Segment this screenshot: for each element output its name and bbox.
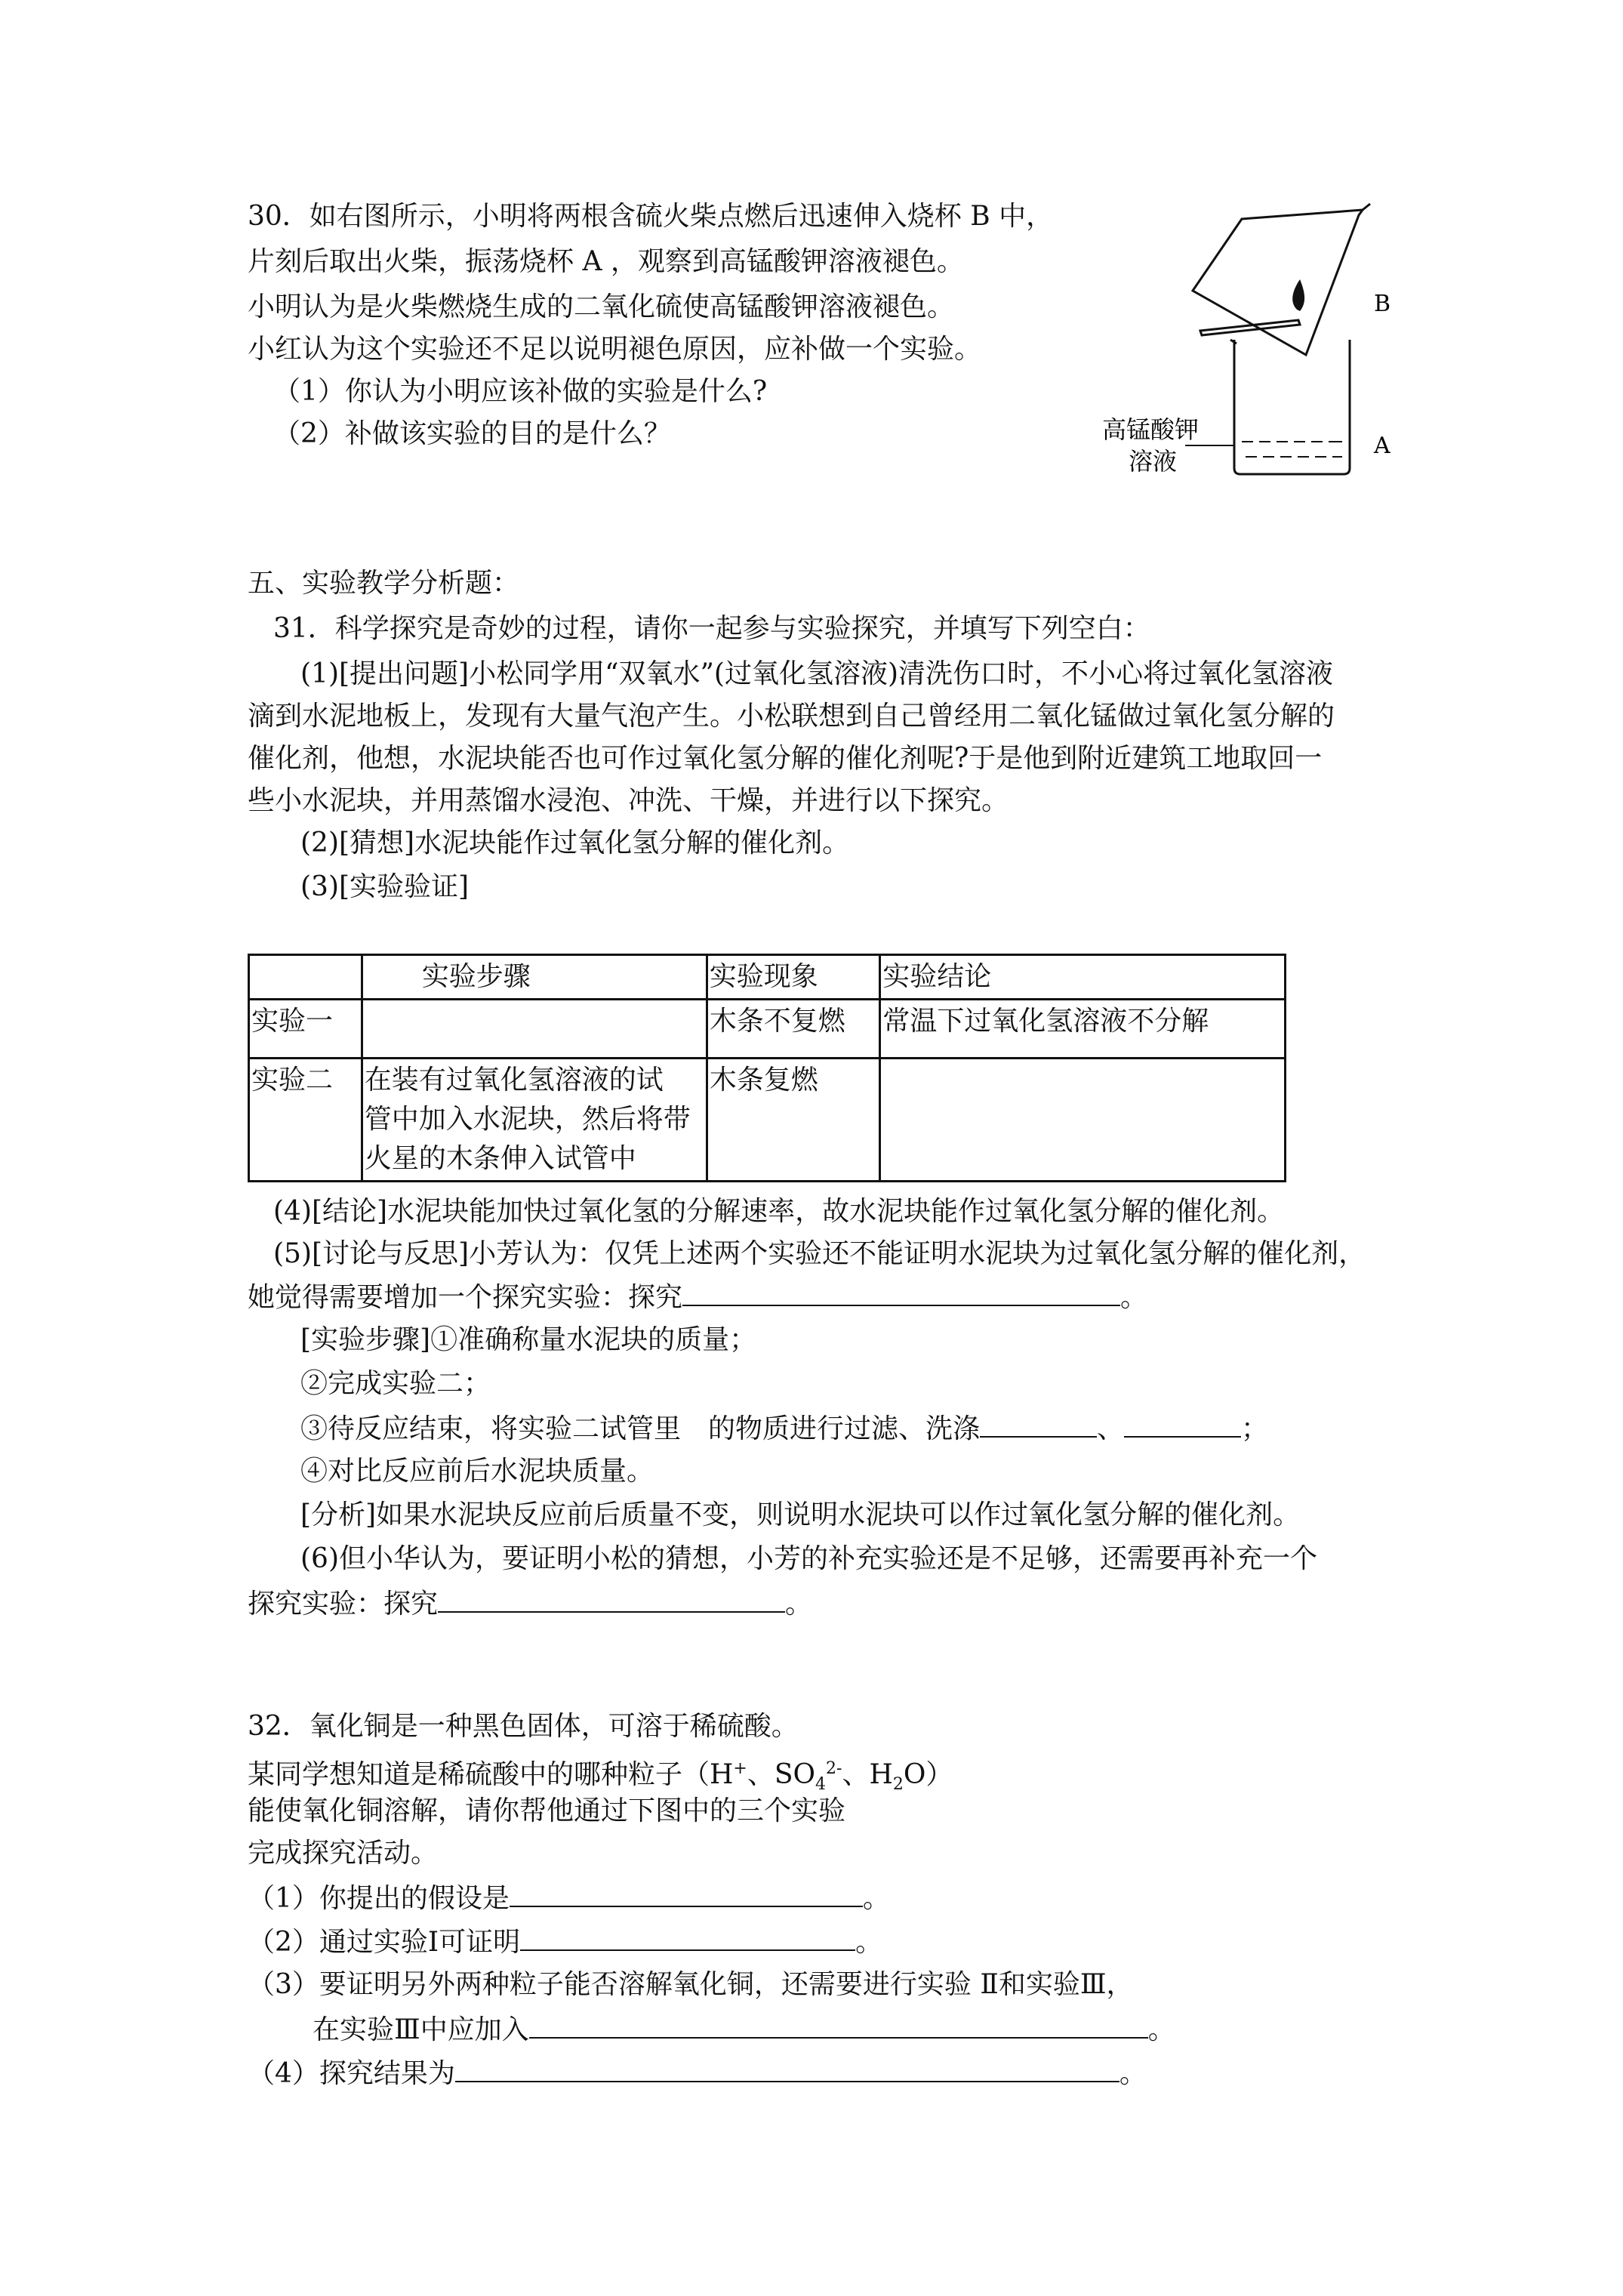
q32-line-4: 完成探究活动。 [248, 1838, 439, 1869]
q32-line-1: 32．氧化铜是一种黑色固体，可溶于稀硫酸。 [248, 1711, 799, 1742]
q31-p1-line-1: (1)[提出问题]小松同学用“双氧水”(过氧化氢溶液)清洗伤口时，不小心将过氧化氢溶液 [300, 658, 1333, 689]
flame-icon [1292, 279, 1304, 311]
beaker-a-icon [1230, 340, 1350, 474]
h-charge: + [733, 1759, 747, 1778]
so4-subscript: 4 [815, 1775, 827, 1795]
period: 。 [785, 1589, 813, 1620]
table-cell-conclusion [880, 1059, 1286, 1182]
q32-item-3-line-1: （3）要证明另外两种粒子能否溶解氧化铜，还需要进行实验 Ⅱ和实验Ⅲ， [248, 1969, 1134, 2000]
item2-prefix: （2）通过实验Ⅰ可证明 [248, 1927, 521, 1958]
q32-item-3-line-2 [313, 2010, 1175, 2049]
q32-item-1 [248, 1878, 890, 1918]
table-row [249, 1059, 1286, 1182]
q30-line-4: 小红认为这个实验还不足以说明褪色原因，应补做一个实验。 [248, 334, 982, 365]
table-cell-name: 实验一 [249, 1000, 362, 1059]
q31-step-2: ②完成实验二； [300, 1368, 491, 1399]
q31-reflection-line-1: (5)[讨论与反思]小芳认为：仅凭上述两个实验还不能证明水泥块为过氧化氢分解的催化剂， [273, 1238, 1366, 1269]
solution-surface [1242, 442, 1342, 457]
solution-label-2: 溶液 [1129, 447, 1178, 476]
q31-step-4: ④对比反应前后水泥块质量。 [300, 1456, 654, 1487]
separator: 、 [1097, 1413, 1125, 1444]
semicolon: ； [1241, 1413, 1269, 1444]
answer-blank[interactable] [510, 1878, 863, 1907]
q31-steps-title: [实验步骤]①准确称量水泥块的质量； [300, 1324, 757, 1355]
q31-conclusion: (4)[结论]水泥块能加快过氧化氢的分解速率，故水泥块能作过氧化氢分解的催化剂。 [273, 1196, 1285, 1227]
p6-prefix: 探究实验：探究 [248, 1589, 439, 1620]
table-cell-phenomenon: 木条复燃 [707, 1059, 880, 1182]
table-cell-steps [362, 1000, 707, 1059]
table-header-row [249, 955, 1286, 1000]
period: 。 [1119, 2058, 1147, 2089]
q30-line-2: 片刻后取出火柴，振荡烧杯 A ，观察到高锰酸钾溶液褪色。 [248, 246, 964, 277]
steps-line: 管中加入水泥块，然后将带 [364, 1104, 691, 1135]
item1-prefix: （1）你提出的假设是 [248, 1883, 510, 1914]
section-5-title: 五、实验教学分析题： [248, 568, 520, 599]
table-header-cell: 实验现象 [707, 955, 880, 1000]
experiment-table [248, 954, 1286, 1182]
q31-hypothesis: (2)[猜想]水泥块能作过氧化氢分解的催化剂。 [300, 827, 850, 858]
q30-line-3: 小明认为是火柴燃烧生成的二氧化硫使高锰酸钾溶液褪色。 [248, 291, 955, 322]
h2o-subscript: 2 [892, 1775, 904, 1795]
q31-p1-line-2: 滴到水泥地板上，发现有大量气泡产生。小松联想到自己曾经用二氧化锰做过氧化氢分解的 [248, 701, 1335, 732]
q30-subquestion-1: （1）你认为小明应该补做的实验是什么? [273, 376, 768, 407]
table-cell-conclusion: 常温下过氧化氢溶液不分解 [880, 1000, 1286, 1059]
table-cell-phenomenon: 木条不复燃 [707, 1000, 880, 1059]
q31-analysis: [分析]如果水泥块反应前后质量不变，则说明水泥块可以作过氧化氢分解的催化剂。 [300, 1499, 1301, 1530]
q31-p1-line-3: 催化剂，他想，水泥块能否也可作过氧化氢分解的催化剂呢?于是他到附近建筑工地取回一 [248, 743, 1323, 774]
period: 。 [1120, 1282, 1148, 1313]
q32-item-4 [248, 2054, 1147, 2093]
table-cell-steps [362, 1059, 707, 1182]
table-header-cell: 实验步骤 [362, 955, 707, 1000]
period: 。 [862, 1883, 890, 1914]
steps-line: 火星的木条伸入试管中 [364, 1143, 636, 1174]
reflection-prefix: 她觉得需要增加一个探究实验：探究 [248, 1282, 683, 1313]
beaker-figure [1102, 196, 1419, 491]
q32-line2-suffix: O） [903, 1759, 953, 1790]
table-header-cell [249, 955, 362, 1000]
q32-line2-prefix: 某同学想知道是稀硫酸中的哪种粒子（H [248, 1759, 734, 1790]
answer-blank[interactable] [520, 1922, 855, 1951]
q31-p1-line-4: 些小水泥块，并用蒸馏水浸泡、冲洗、干燥，并进行以下探究。 [248, 785, 1009, 816]
q31-verification-title: (3)[实验验证] [300, 871, 470, 902]
step3-text: ③待反应结束，将实验二试管里 的物质进行过滤、洗涤 [300, 1413, 981, 1444]
q31-intro: 31．科学探究是奇妙的过程，请你一起参与实验探究，并填写下列空白： [273, 613, 1150, 644]
solution-label-1: 高锰酸钾 [1102, 415, 1200, 444]
so4-charge: 2- [826, 1759, 842, 1778]
steps-line: 在装有过氧化氢溶液的试 [364, 1065, 664, 1096]
answer-blank[interactable] [455, 2054, 1119, 2082]
table-cell-name: 实验二 [249, 1059, 362, 1182]
q31-reflection-line-2 [248, 1277, 1147, 1317]
q32-line-3: 能使氧化铜溶解，请你帮他通过下图中的三个实验 [248, 1795, 846, 1826]
answer-blank[interactable] [529, 2010, 1148, 2039]
item3-prefix: 在实验Ⅲ中应加入 [313, 2014, 529, 2045]
h2o-prefix: 、H [842, 1759, 893, 1790]
answer-blank[interactable] [1124, 1409, 1241, 1438]
q32-item-2 [248, 1922, 882, 1962]
answer-blank[interactable] [980, 1409, 1097, 1438]
q30-line-1: 30．如右图所示，小明将两根含硫火柴点燃后迅速伸入烧杯 B 中， [248, 201, 1054, 232]
q31-p6-line-2 [248, 1584, 812, 1623]
q31-step-3 [300, 1409, 1268, 1448]
table-row [249, 1000, 1286, 1059]
q30-subquestion-2: （2）补做该实验的目的是什么？ [273, 418, 671, 449]
so4-prefix: 、SO [747, 1759, 816, 1790]
period: 。 [1147, 2014, 1175, 2045]
table-header-cell: 实验结论 [880, 955, 1286, 1000]
period: 。 [855, 1927, 883, 1958]
item4-prefix: （4）探究结果为 [248, 2058, 455, 2089]
answer-blank[interactable] [438, 1584, 785, 1613]
label-a: A [1374, 433, 1390, 459]
label-b: B [1374, 291, 1391, 317]
q31-p6-line-1: (6)但小华认为，要证明小松的猜想，小芳的补充实验还是不足够，还需要再补充一个 [300, 1543, 1317, 1574]
answer-blank[interactable] [682, 1277, 1120, 1306]
